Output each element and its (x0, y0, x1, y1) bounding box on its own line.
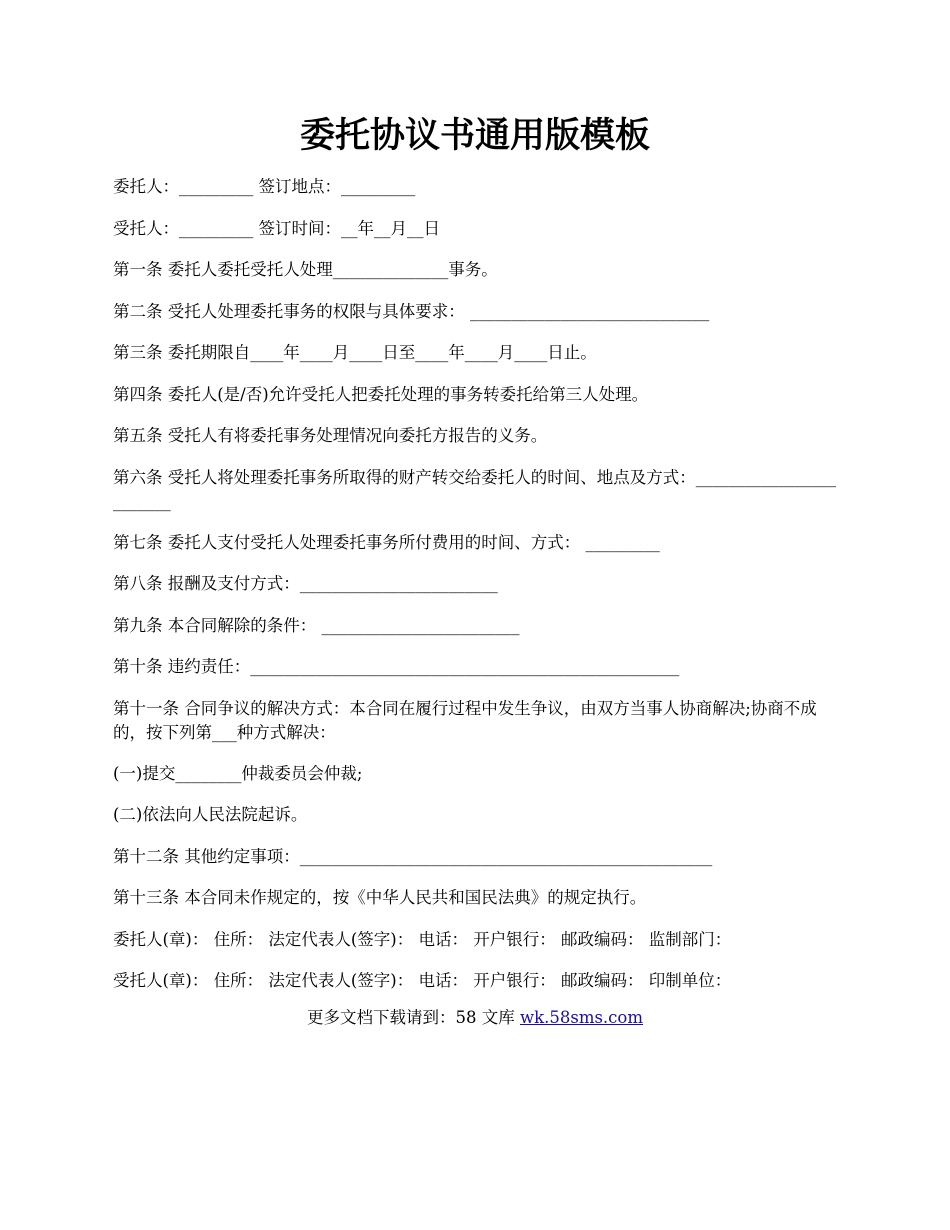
article-2: 第二条 受托人处理委托事务的权限与具体要求： _____________________________ (113, 301, 710, 321)
article-9: 第九条 本合同解除的条件： ________________________ (113, 615, 520, 635)
article-8: 第八条 报酬及支付方式：________________________ (113, 574, 498, 593)
article-1: 第一条 委托人委托受托人处理______________事务。 (113, 260, 498, 279)
footer-text: 更多文档下载请到：58 文库 (306, 1008, 520, 1027)
article-11: 第十一条 合同争议的解决方式：本合同在履行过程中发生争议，由双方当事人协商解决;协商不成的，按下列第___种方式解决： (113, 698, 817, 742)
article-5: 第五条 受托人有将委托事务处理情况向委托方报告的义务。 (113, 426, 548, 445)
article-4: 第四条 委托人(是/否)允许受托人把委托处理的事务转委托给第三人处理。 (113, 384, 649, 404)
article-11-option-1: (一)提交________仲裁委员会仲裁; (113, 763, 363, 783)
article-12: 第十二条 其他约定事项：__________________________________________________ (113, 846, 713, 866)
document-title: 委托协议书通用版模板 (299, 115, 650, 156)
article-3: 第三条 委托期限自____年____月____日至____年____月____日止。 (113, 343, 597, 362)
footer-link[interactable]: wk.58sms.com (519, 1008, 643, 1027)
article-11-option-2: (二)依法向人民法院起诉。 (113, 805, 308, 824)
article-10: 第十条 违约责任：____________________________________________________ (113, 657, 680, 676)
article-7: 第七条 委托人支付受托人处理委托事务所付费用的时间、方式： _________ (113, 532, 660, 552)
paragraph-agent: 受托人：_________ 签订时间：__年__月__日 (113, 218, 440, 238)
article-6: 第六条 受托人将处理委托事务所取得的财产转交给委托人的时间、地点及方式：________________________ (113, 467, 836, 511)
document-body (113, 175, 838, 1011)
article-13: 第十三条 本合同未作规定的，按《中华人民共和国民法典》的规定执行。 (113, 888, 647, 907)
paragraph-principal: 委托人：_________ 签订地点：_________ (113, 177, 416, 196)
footer (0, 1006, 950, 1030)
signature-line-principal: 委托人(章)： 住所： 法定代表人(签字)： 电话： 开户银行： 邮政编码： 监制部门： (113, 929, 732, 949)
signature-line-agent: 受托人(章)： 住所： 法定代表人(签字)： 电话： 开户银行： 邮政编码： 印制单位： (113, 971, 732, 990)
